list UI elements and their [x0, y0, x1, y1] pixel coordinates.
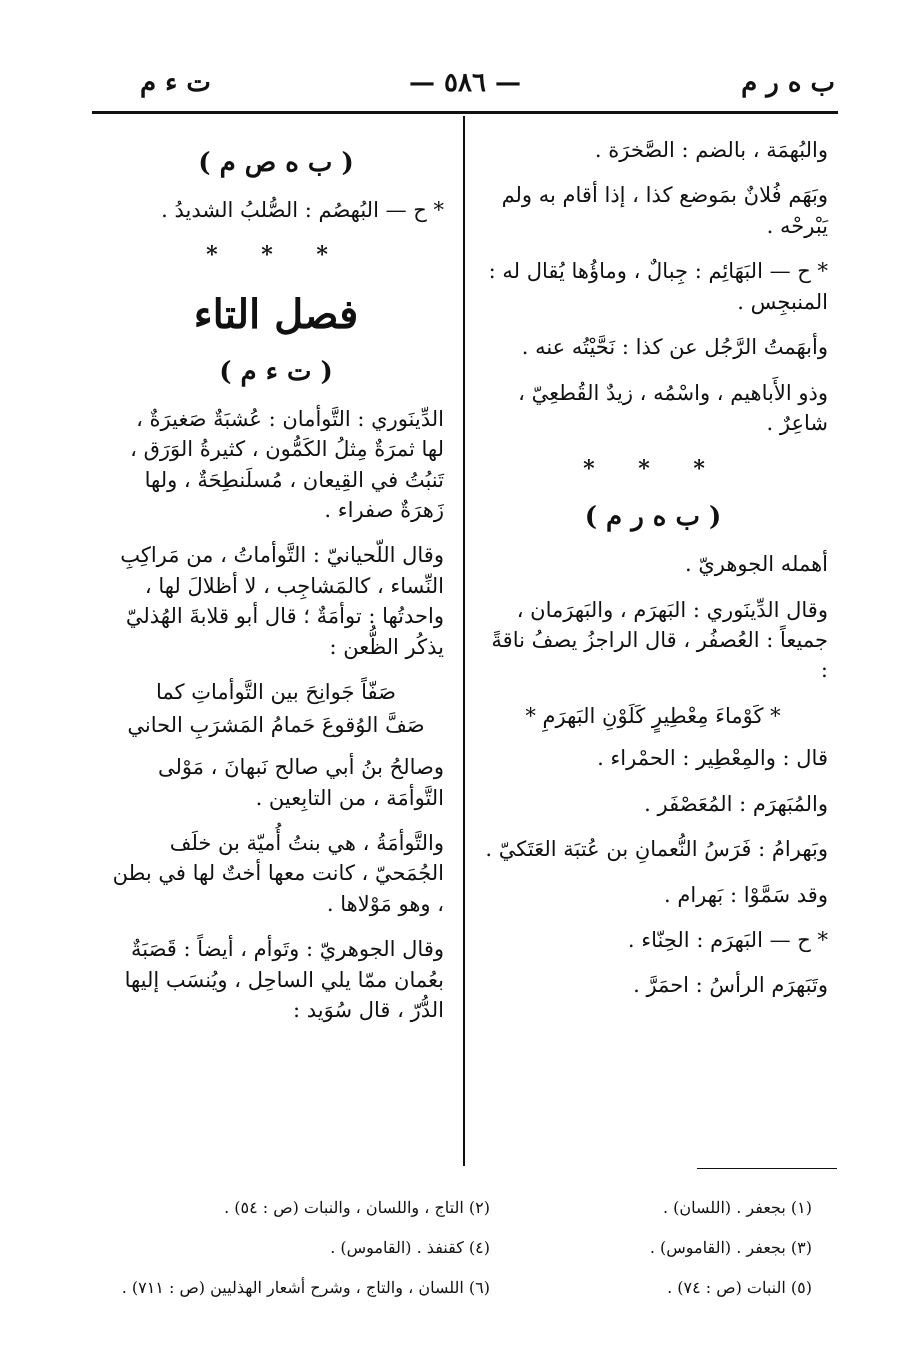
column-divider	[463, 116, 465, 1166]
verse-line: * كَوْماءَ مِعْطِيرٍ كَلَوْنِ البَهرَمِ *	[525, 703, 781, 728]
entry-paragraph: والبُهمَة ، بالضم : الصَّخرَة .	[594, 138, 828, 162]
entry-paragraph: وأبهَمتُ الرَّجُل عن كذا : نَحَّيْتُه عنه .	[521, 335, 828, 360]
root-heading: ( ب ه ص م )	[198, 148, 354, 178]
footnote: (١) بجعفر . (اللسان) .	[662, 1198, 812, 1217]
entry-paragraph: وقد سَمَّوْا : بَهرام .	[663, 882, 828, 907]
footnote: (٤) كقنفذ . (القاموس) .	[330, 1238, 490, 1257]
verse-line: صَفَّ الوُقوعَ حَمامُ المَشرَبِ الحاني	[127, 712, 425, 737]
footnote: (٦) اللسان ، والتاج ، وشرح أشعار الهذليين (ص : ٧١١) .	[121, 1278, 490, 1297]
entry-paragraph: قال : والمِعْطِير : الحمْراء .	[597, 746, 828, 771]
chapter-heading: فصل التاء	[193, 291, 359, 339]
footnote-rule	[697, 1168, 837, 1169]
entry-paragraph: وبَهَم فُلانٌ بمَوضع كذا ، إذا أقام به ولم يَبْرحْه .	[501, 183, 828, 238]
footnote: (٢) التاج ، واللسان ، والنبات (ص : ٥٤) .	[224, 1198, 490, 1217]
running-header	[95, 68, 835, 108]
section-separator: * * *	[206, 242, 346, 269]
entry-paragraph: وتَبَهرَم الرأسُ : احمَرَّ .	[633, 973, 828, 998]
entry-paragraph: وقال اللّحيانيّ : التَّوأماتُ ، من مَراكِبِ النِّساء ، كالمَشاجِب ، لا أظلالَ لها ، واحدتُها : توأمَةٌ ؛ قال أبو قلابةَ الهُذليّ يذكُر الظُّعن :	[120, 543, 444, 659]
left-column	[108, 135, 444, 1041]
footnotes-right	[600, 1188, 812, 1308]
footnotes-left	[118, 1188, 490, 1308]
right-column	[478, 135, 828, 1016]
entry-paragraph: وصالحُ بنُ أبي صالح نَبهانَ ، مَوْلى التَّوأمَة ، من التابِعين .	[157, 755, 444, 810]
root-heading: ( ب ه ر م )	[584, 502, 722, 533]
entry-paragraph: أهمله الجوهريّ .	[684, 552, 828, 577]
entry-paragraph: * ح — البَهَائِم : جِبالٌ ، وماؤُها يُقال له : المنبجِس .	[488, 259, 828, 314]
entry-paragraph: * ح — البُهصُم : الصُّلبُ الشديدُ .	[161, 197, 444, 222]
page-number: — ٥٨٦ —	[408, 68, 522, 98]
header-rule	[92, 111, 838, 114]
root-heading: ( ت ء م )	[219, 357, 333, 388]
header-right-root: ب ه ر م	[741, 68, 835, 98]
section-separator: * * *	[583, 455, 723, 482]
entry-paragraph: والتَّوأمَةُ ، هي بنتُ أُميّة بن خلَف الجُمَحيّ ، كانت معها أختٌ لها في بطن ، وهو مَوْلاها .	[112, 830, 444, 916]
entry-paragraph: وقال الجوهريّ : وتَوأم ، أيضاً : قَصَبَةٌ بعُمان ممّا يلي الساحِل ، ويُنسَب إليها الدُّرّ ، قال سُوَيد :	[124, 937, 444, 1023]
verse-line: صَفّاً جَوانِحَ بين التَّوأماتِ كما	[156, 680, 396, 705]
entry-paragraph: وبَهرامُ : فَرَسُ النُّعمانِ بن عُتبَة العَتَكيّ .	[485, 837, 828, 862]
footnote: (٣) بجعفر . (القاموس) .	[649, 1238, 812, 1257]
entry-paragraph: * ح — البَهرَم : الحِنّاء .	[627, 928, 828, 953]
footnote: (٥) النبات (ص : ٧٤) .	[667, 1278, 812, 1297]
entry-paragraph: والمُبَهرَم : المُعَصْفَر .	[644, 791, 828, 816]
entry-paragraph: الدِّينَوري : التَّوأمان : عُشبَةٌ صَغيرَةٌ ، لها ثمرَةٌ مِثلُ الكَمُّون ، كثيرةُ الوَرَق ، تَنبُتُ في القِيعان ، مُسلَنطِحَةٌ ، ولها زَهرَةٌ صفراء .	[130, 406, 444, 523]
entry-paragraph: وقال الدِّينَوري : البَهرَم ، والبَهرَمان ، جميعاً : العُصفُر ، قال الراجزُ يصفُ ناقةً :	[491, 597, 828, 683]
header-left-root: ت ء م	[140, 68, 211, 98]
entry-paragraph: وذو الأَباهيم ، واسْمُه ، زيدٌ القُطعِيّ ، شاعِرٌ .	[518, 380, 828, 436]
